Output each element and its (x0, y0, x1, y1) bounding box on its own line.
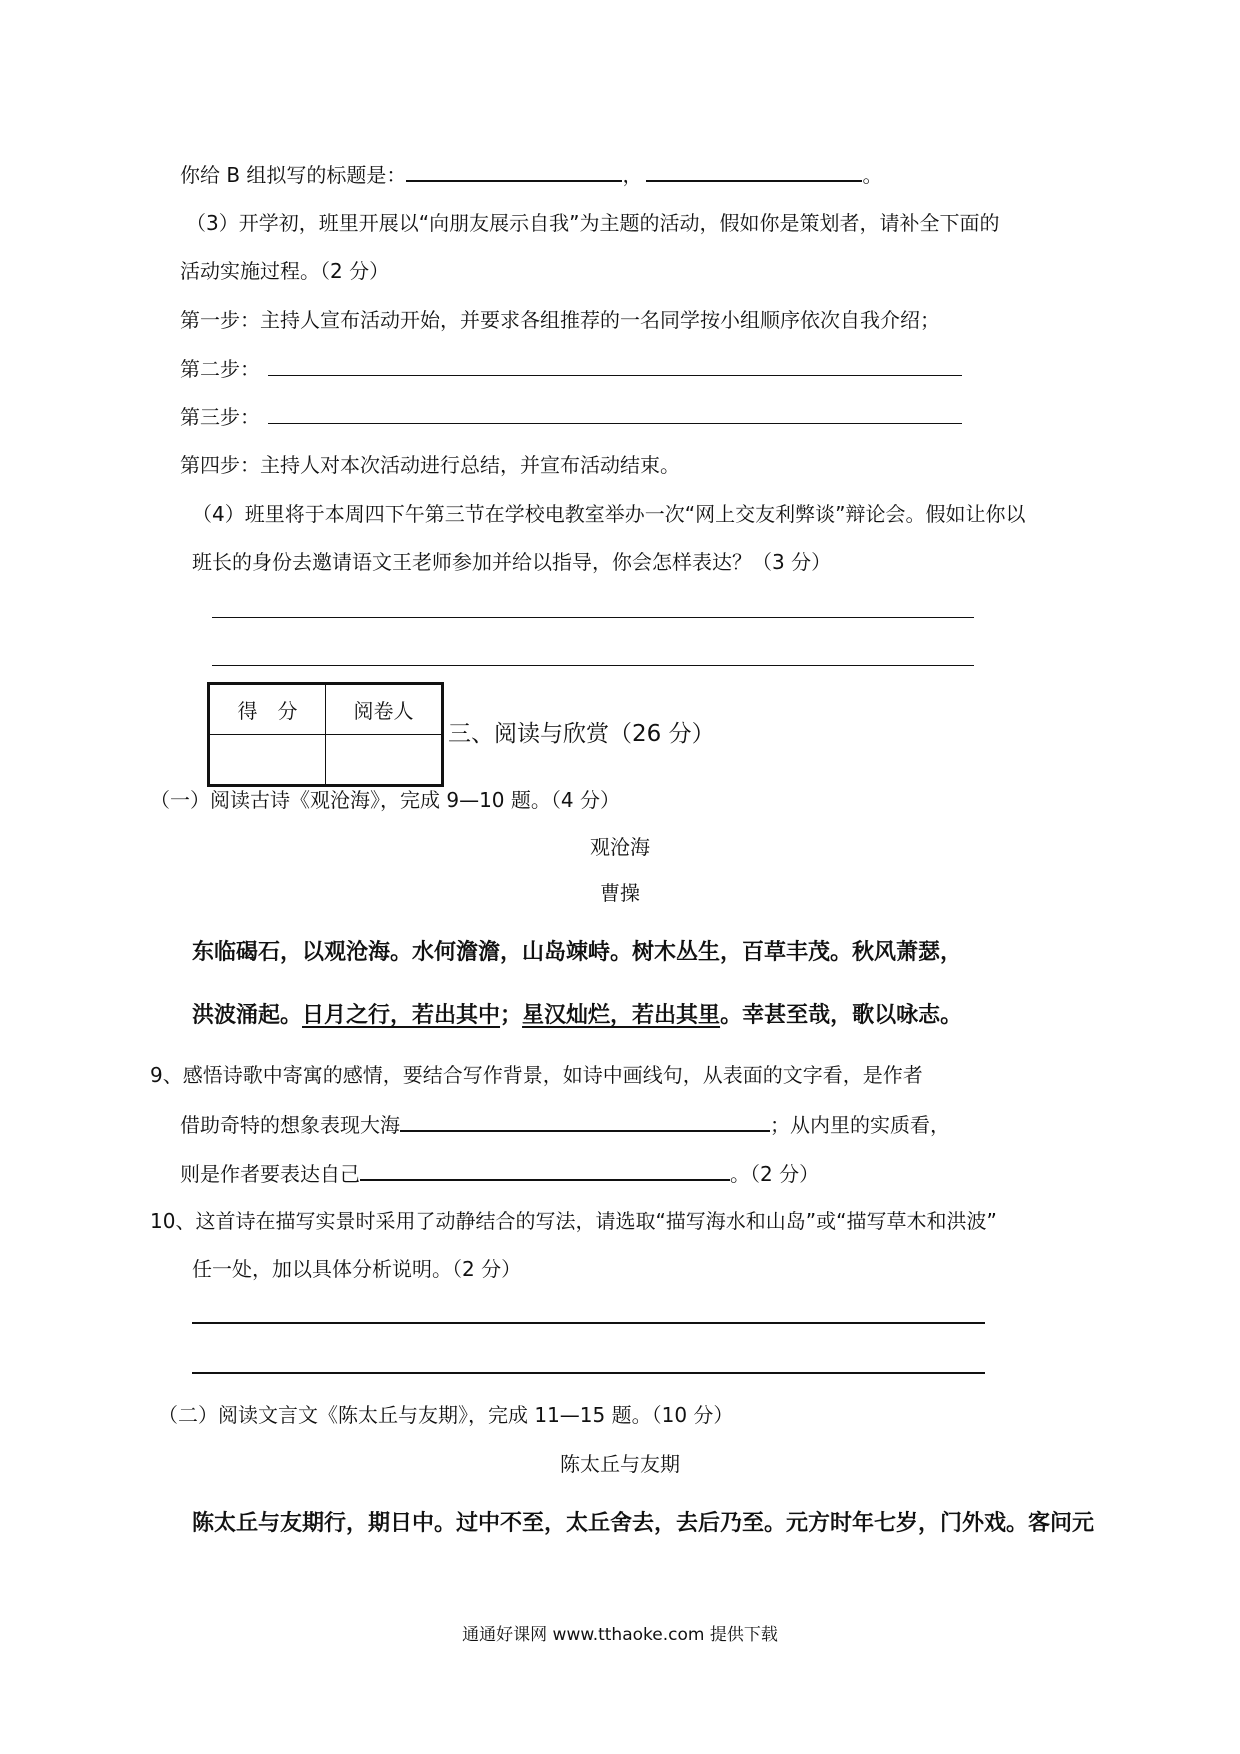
poem-line-2-a: 洪波涌起。 (192, 1003, 303, 1028)
step3-answer-line[interactable] (268, 423, 962, 424)
q10-answer-line-1[interactable] (192, 1322, 985, 1324)
grader-cell[interactable] (326, 735, 443, 786)
q8-2-prompt: 你给 B 组拟写的标题是： (180, 163, 407, 187)
q9-line1: 9、感悟诗歌中寄寓的感情，要结合写作背景，如诗中画线句，从表面的文字看，是作者 (150, 1063, 923, 1087)
step2-answer-line[interactable] (268, 375, 962, 376)
answer-blank[interactable] (406, 160, 622, 182)
q8-2-line (180, 160, 882, 188)
part2-intro: （二）阅读文言文《陈太丘与友期》，完成 11—15 题。（10 分） (158, 1403, 734, 1427)
q10-answer-line-2[interactable] (192, 1372, 985, 1374)
answer-blank[interactable] (646, 160, 862, 182)
poem-title: 观沧海 (590, 835, 650, 859)
q8-4-line2: 班长的身份去邀请语文王老师参加并给以指导，你会怎样表达？（3 分） (192, 550, 832, 574)
q8-3-step1: 第一步：主持人宣布活动开始，并要求各组推荐的一名同学按小组顺序依次自我介绍； (180, 308, 940, 332)
q9-line2-a: 借助奇特的想象表现大海 (180, 1113, 400, 1137)
q8-4-answer-line-1[interactable] (212, 617, 974, 618)
q9-answer-blank-1[interactable] (400, 1110, 770, 1132)
footer-credit: 通通好课网 www.tthaoke.com 提供下载 (462, 1625, 778, 1645)
q9-line3-a: 则是作者要表达自己 (180, 1162, 360, 1186)
q10-line2: 任一处，加以具体分析说明。（2 分） (192, 1257, 522, 1281)
q8-2-comma: ， (622, 163, 643, 187)
q8-3-step3-label: 第三步： (180, 405, 260, 429)
poem-author: 曹操 (600, 881, 640, 905)
q8-2-period: 。 (862, 163, 883, 187)
underlined-line-a: 日月之行，若出其中 (302, 1003, 501, 1028)
q8-3-step2-label: 第二步： (180, 357, 260, 381)
q9-line2 (180, 1110, 950, 1138)
part1-intro: （一）阅读古诗《观沧海》，完成 9—10 题。（4 分） (150, 788, 620, 812)
underlined-line-b: 星汉灿烂，若出其里 (522, 1003, 721, 1028)
score-table (207, 682, 444, 787)
poem-line-2 (192, 1003, 962, 1029)
q8-3-line1: （3）开学初，班里开展以“向朋友展示自我”为主题的活动，假如你是策划者，请补全下面的 (186, 211, 1000, 235)
q9-answer-blank-2[interactable] (360, 1159, 730, 1181)
score-cell[interactable] (209, 735, 326, 786)
poem-line-2-c: ； (500, 1003, 523, 1028)
poem-line-2-e: 。幸甚至哉，歌以咏志。 (720, 1003, 963, 1028)
q10-line1: 10、这首诗在描写实景时采用了动静结合的写法，请选取“描写海水和山岛”或“描写草木和洪波” (150, 1209, 997, 1233)
grader-header: 阅卷人 (326, 684, 443, 735)
q8-4-answer-line-2[interactable] (212, 665, 974, 666)
q9-line2-b: ；从内里的实质看， (770, 1113, 950, 1137)
score-header: 得 分 (209, 684, 326, 735)
q8-4-line1: （4）班里将于本周四下午第三节在学校电教室举办一次“网上交友利弊谈”辩论会。假如让你以 (192, 502, 1026, 526)
q9-line3-b: 。（2 分） (730, 1162, 820, 1186)
q9-line3 (180, 1159, 819, 1187)
section-3-title: 三、阅读与欣赏（26 分） (448, 721, 715, 747)
poem-line-1: 东临碣石，以观沧海。水何澹澹，山岛竦峙。树木丛生，百草丰茂。秋风萧瑟， (192, 940, 963, 965)
q8-3-line2: 活动实施过程。（2 分） (180, 259, 390, 283)
part2-text-line-1: 陈太丘与友期行，期日中。过中不至，太丘舍去，去后乃至。元方时年七岁，门外戏。客问元 (192, 1511, 1095, 1536)
part2-title: 陈太丘与友期 (560, 1452, 680, 1476)
q8-3-step4: 第四步：主持人对本次活动进行总结，并宣布活动结束。 (180, 453, 680, 477)
